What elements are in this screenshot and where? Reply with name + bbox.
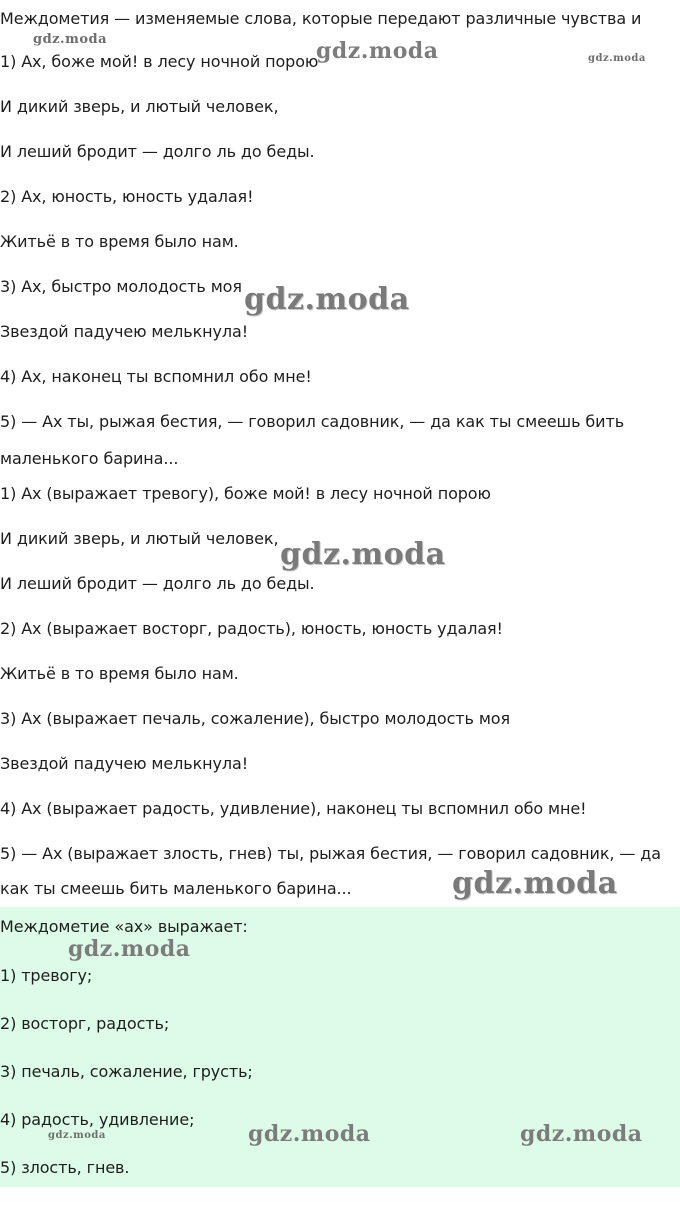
- task-line: И леший бродит — долго ль до беды.: [0, 142, 315, 161]
- watermark: gdz.moda: [452, 866, 618, 901]
- answer-line: 2) Ах (выражает восторг, радость), юность, юность удалая!: [0, 619, 503, 638]
- summary-heading: Междометие «ах» выражает:: [0, 917, 248, 936]
- task-line: 5) — Ах ты, рыжая бестия, — говорил садовник, — да как ты смеешь бить: [0, 412, 625, 431]
- task-line: 1) Ах, боже мой! в лесу ночной порою: [0, 52, 319, 71]
- watermark: gdz.moda: [316, 38, 439, 64]
- watermark: gdz.moda: [33, 32, 108, 47]
- answer-line: Житьё в то время было нам.: [0, 664, 239, 683]
- summary-item: 1) тревогу;: [0, 966, 93, 985]
- summary-item: 2) восторг, радость;: [0, 1014, 170, 1033]
- task-line: 2) Ах, юность, юность удалая!: [0, 187, 254, 206]
- watermark: gdz.moda: [48, 1130, 106, 1141]
- task-line: 4) Ах, наконец ты вспомнил обо мне!: [0, 367, 312, 386]
- answer-line: как ты смеешь бить маленького барина...: [0, 879, 352, 898]
- intro-text: Междометия — изменяемые слова, которые передают различные чувства и: [0, 9, 642, 28]
- task-line: Житьё в то время было нам.: [0, 232, 239, 251]
- task-line: 3) Ах, быстро молодость моя: [0, 277, 242, 296]
- answer-line: 3) Ах (выражает печаль, сожаление), быстро молодость моя: [0, 709, 511, 728]
- answer-line: 1) Ах (выражает тревогу), боже мой! в лесу ночной порою: [0, 484, 491, 503]
- watermark: gdz.moda: [588, 53, 646, 64]
- answer-line: 5) — Ах (выражает злость, гнев) ты, рыжая бестия, — говорил садовник, — да: [0, 844, 661, 863]
- task-line: маленького барина...: [0, 449, 179, 468]
- answer-line: И леший бродит — долго ль до беды.: [0, 574, 315, 593]
- watermark: gdz.moda: [520, 1121, 643, 1147]
- answer-line: 4) Ах (выражает радость, удивление), наконец ты вспомнил обо мне!: [0, 799, 587, 818]
- watermark: gdz.moda: [248, 1121, 371, 1147]
- answer-line: И дикий зверь, и лютый человек,: [0, 529, 279, 548]
- answer-line: Звездой падучею мелькнула!: [0, 754, 249, 773]
- summary-item: 5) злость, гнев.: [0, 1158, 130, 1177]
- summary-item: 4) радость, удивление;: [0, 1110, 195, 1129]
- watermark: gdz.moda: [280, 537, 446, 572]
- summary-item: 3) печаль, сожаление, грусть;: [0, 1062, 253, 1081]
- watermark: gdz.moda: [68, 936, 191, 962]
- task-line: И дикий зверь, и лютый человек,: [0, 97, 279, 116]
- watermark: gdz.moda: [244, 282, 410, 317]
- task-line: Звездой падучею мелькнула!: [0, 322, 249, 341]
